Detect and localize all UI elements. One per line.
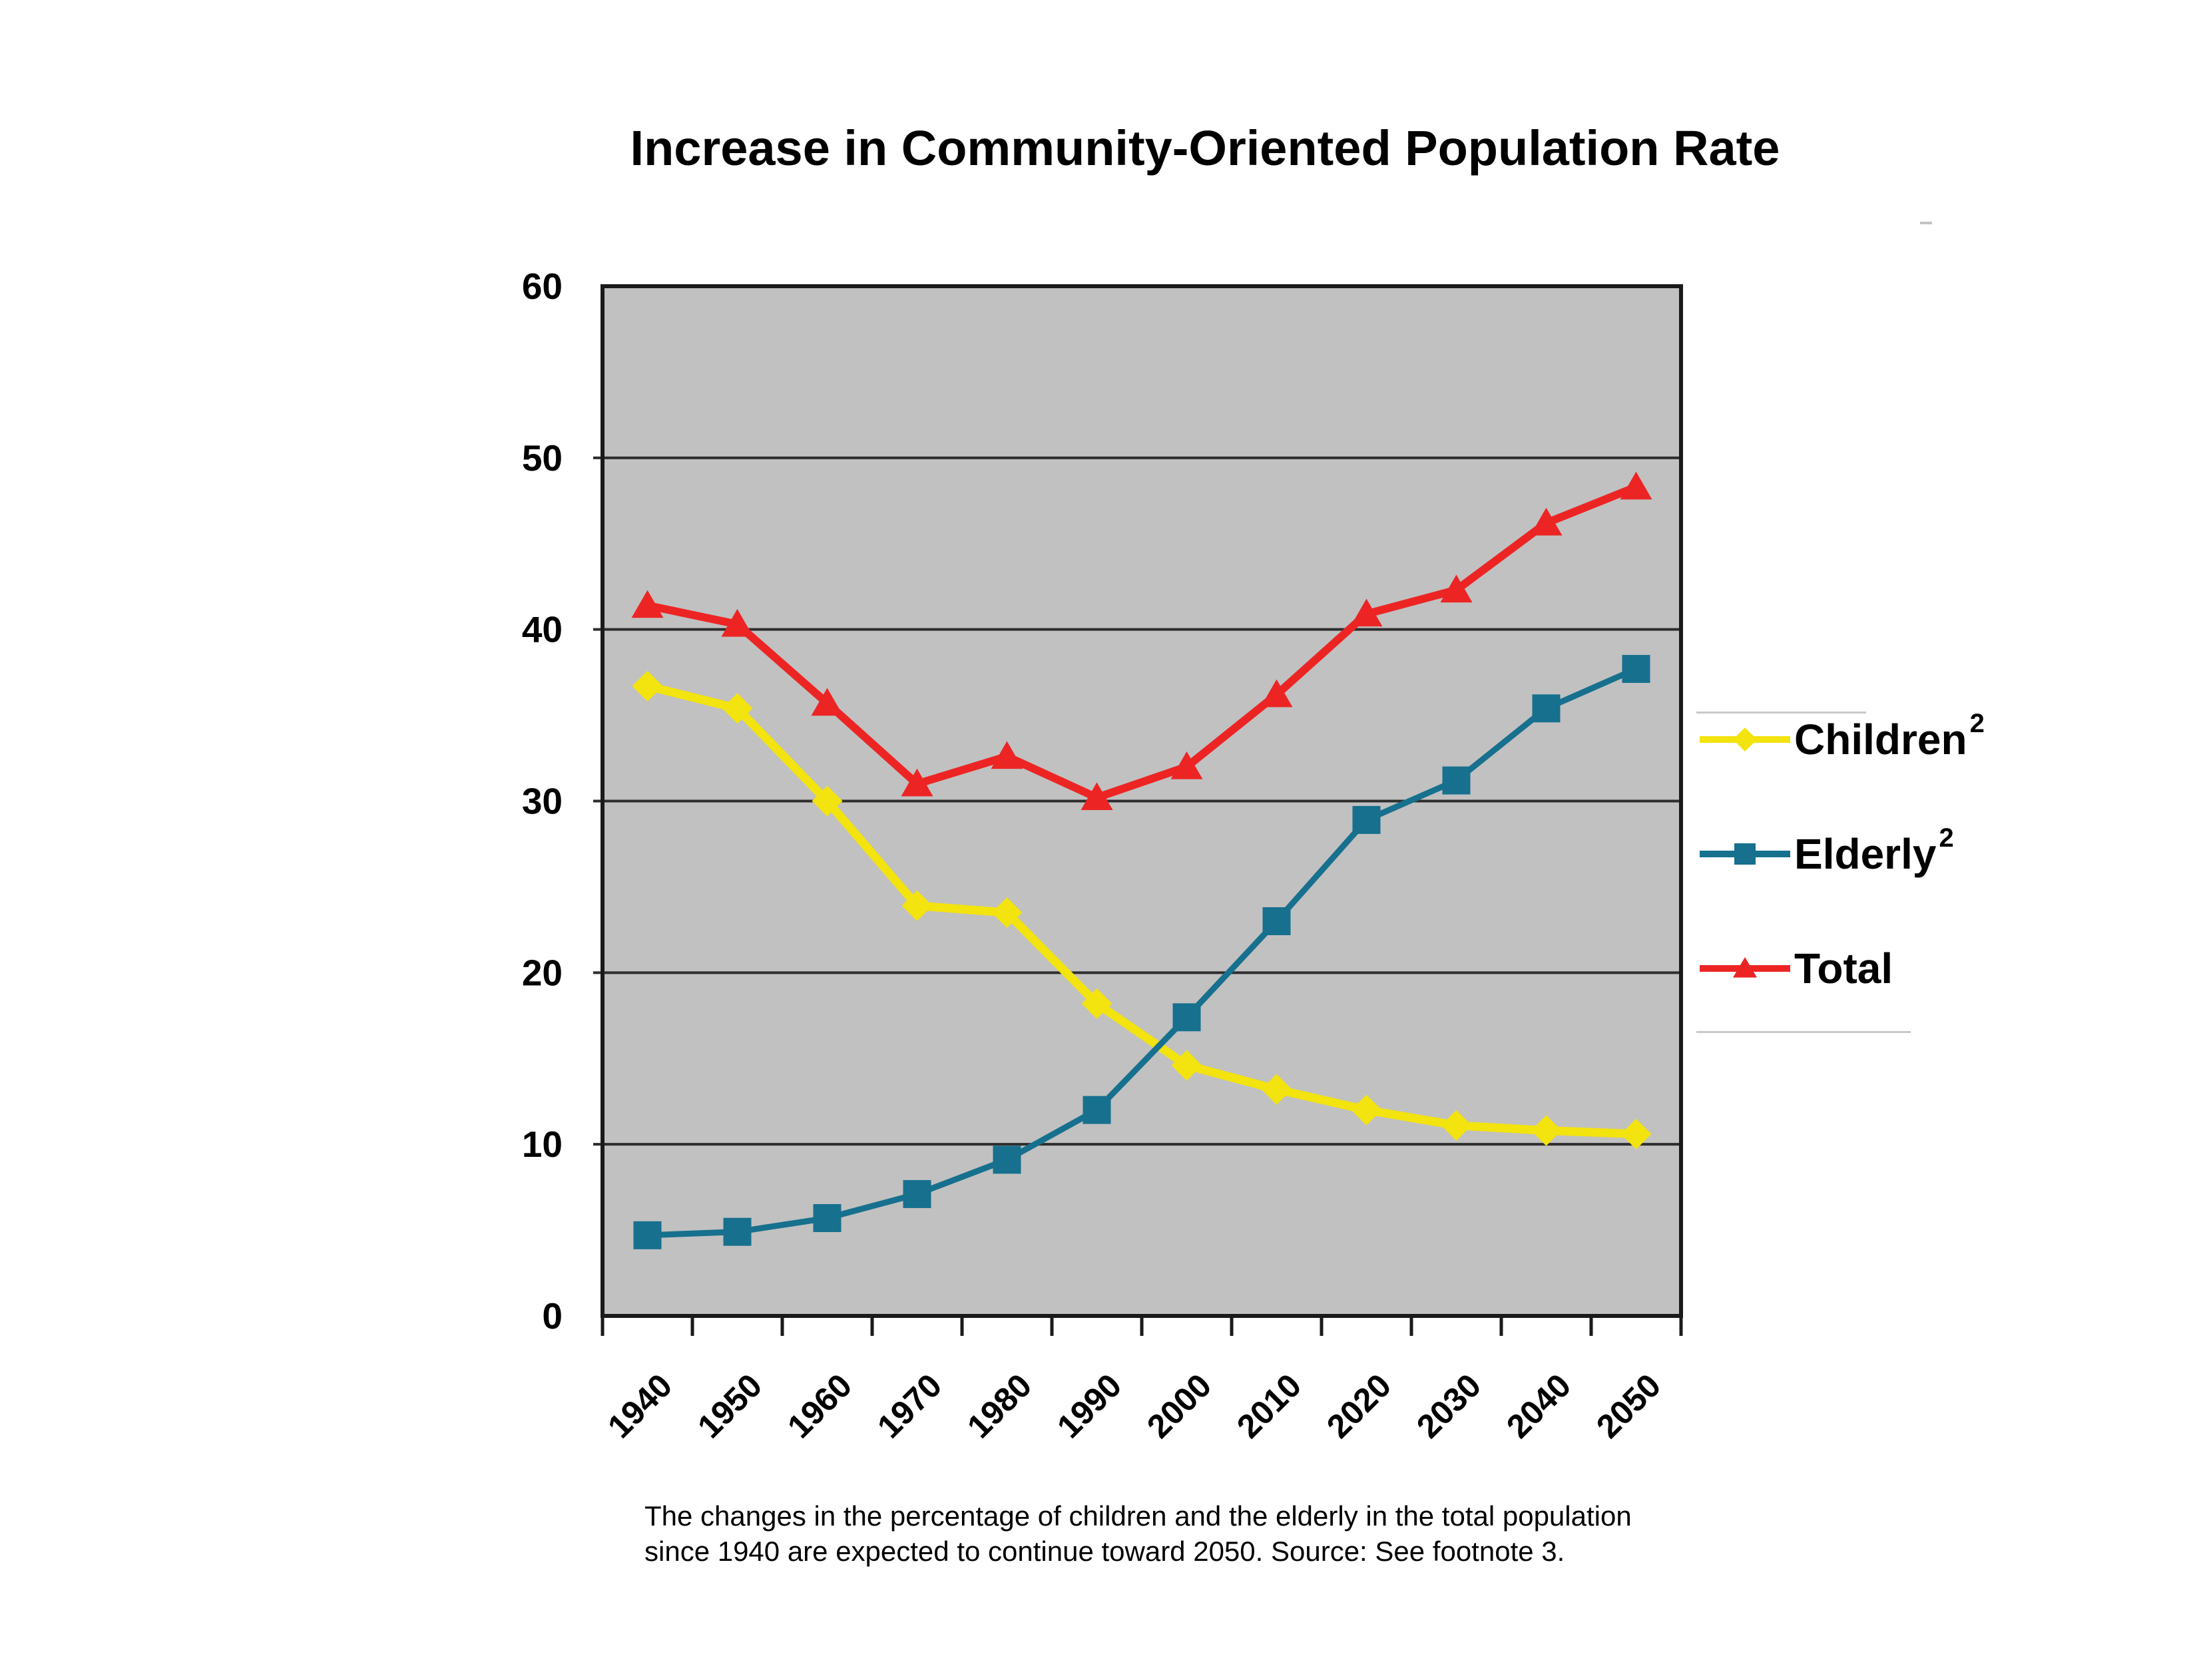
- legend: [1694, 708, 2134, 1034]
- y-axis-label: 60: [521, 266, 563, 307]
- legend-item-elderly: [1700, 823, 1954, 878]
- x-axis-label: 1940: [601, 1366, 680, 1446]
- legend-superscript: 2: [1969, 708, 1985, 738]
- x-axis-label: 2040: [1499, 1366, 1579, 1446]
- marker-elderly: [1443, 767, 1471, 795]
- y-axis-label: 0: [542, 1295, 563, 1337]
- legend-marker-shape: [1734, 843, 1756, 865]
- x-axis-label: 1970: [870, 1366, 949, 1446]
- y-axis-label: 50: [521, 437, 563, 479]
- legend-marker-diamond-icon: [1700, 718, 1790, 761]
- marker-elderly: [1622, 655, 1650, 683]
- x-axis-label: 2030: [1409, 1366, 1489, 1446]
- marker-elderly: [1083, 1096, 1111, 1124]
- x-axis-label: 2010: [1230, 1366, 1309, 1446]
- marker-elderly: [814, 1204, 842, 1232]
- y-axis-label: 10: [521, 1124, 563, 1165]
- y-axis-label: 30: [521, 780, 563, 822]
- legend-item-children: [1700, 708, 1985, 763]
- marker-elderly: [1263, 907, 1291, 935]
- legend-marker-shape: [1733, 728, 1757, 751]
- x-axis-label: 1960: [780, 1366, 859, 1446]
- legend-item-total: [1700, 946, 1893, 990]
- x-axis-label: 2000: [1140, 1366, 1219, 1446]
- chart-title: Increase in Community-Oriented Population Rate: [630, 120, 1780, 176]
- y-axis-label: 20: [521, 952, 563, 994]
- x-axis-label: 2020: [1320, 1366, 1399, 1446]
- legend-superscript: 2: [1939, 823, 1954, 853]
- legend-marker-square-icon: [1700, 832, 1790, 876]
- x-axis-label: 1990: [1050, 1366, 1129, 1446]
- marker-elderly: [993, 1146, 1021, 1173]
- marker-elderly: [1533, 694, 1561, 722]
- stray-mark: [1920, 222, 1932, 224]
- legend-border-top: [1696, 712, 1866, 714]
- x-axis-label: 1950: [690, 1366, 770, 1446]
- marker-elderly: [724, 1218, 752, 1246]
- marker-elderly: [1353, 806, 1381, 834]
- y-axis-label: 40: [521, 608, 563, 650]
- legend-marker-triangle-icon: [1700, 946, 1790, 990]
- legend-label: Elderly: [1794, 830, 1937, 878]
- caption: The changes in the percentage of children and the elderly in the total population since 1940 are expected to continue toward 2050. Source: See footnote 3.: [644, 1500, 1632, 1567]
- marker-elderly: [634, 1221, 662, 1249]
- legend-label: Children: [1794, 716, 1967, 763]
- legend-border-bottom: [1696, 1031, 1911, 1033]
- marker-elderly: [903, 1180, 931, 1208]
- legend-label: Total: [1794, 945, 1893, 992]
- x-axis-label: 1980: [960, 1366, 1039, 1446]
- x-axis-label: 2050: [1589, 1366, 1668, 1446]
- marker-elderly: [1173, 1003, 1201, 1031]
